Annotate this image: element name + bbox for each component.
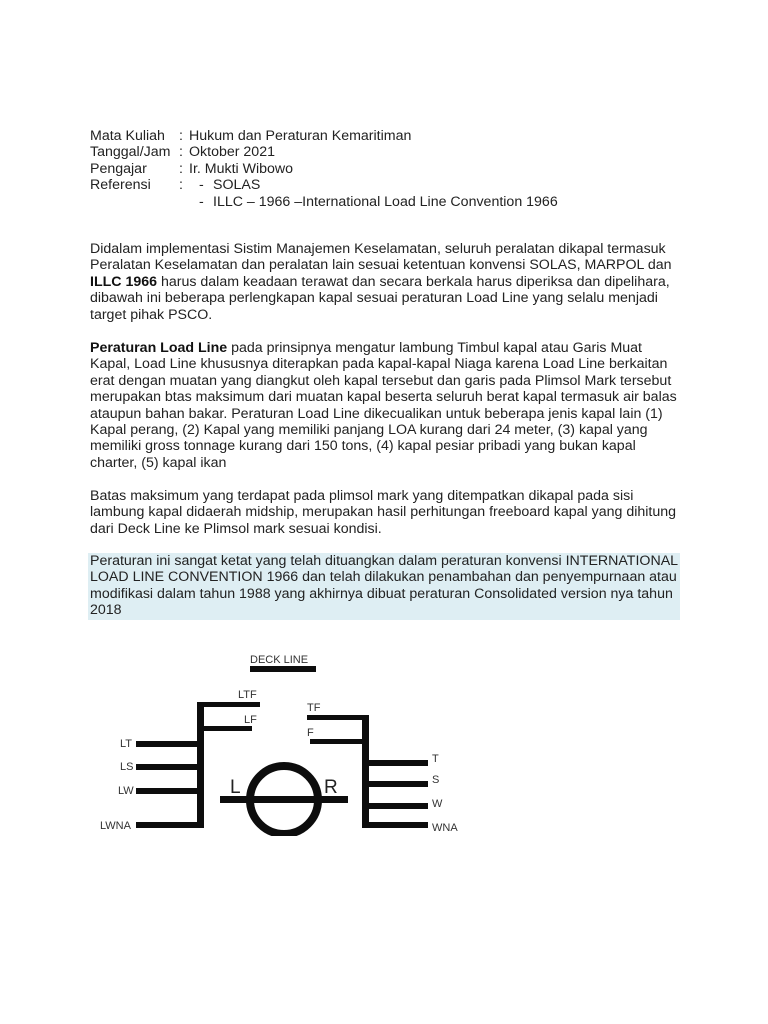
lf-bar <box>197 726 252 731</box>
course-info <box>90 128 690 210</box>
paragraph-bold: ILLC 1966 <box>90 273 158 290</box>
date-row <box>90 144 690 160</box>
lecturer-colon: : <box>179 160 183 177</box>
course-colon: : <box>179 128 183 144</box>
deck-line-bar <box>250 666 316 672</box>
course-label: Mata Kuliah <box>90 128 165 144</box>
paragraph-intro <box>90 241 685 323</box>
label-r: R <box>324 777 338 798</box>
plimsol-mark-shapes <box>136 666 428 834</box>
lw-bar <box>136 788 204 794</box>
paragraph-load-line <box>90 340 685 471</box>
t-bar <box>362 760 428 766</box>
date-colon: : <box>179 144 183 161</box>
right-vertical-bar <box>362 715 369 827</box>
label-lw: LW <box>118 785 134 797</box>
label-lt: LT <box>120 738 133 750</box>
reference-colon: : <box>179 177 183 194</box>
paragraph-text: harus dalam keadaan terawat dan secara berkala harus diperiksa dan dipelihara, dibawah ini beberapa perlengkapan kapal sesuai peraturan Load Line yang selalu menjadi target pihak PSCO. <box>90 273 670 323</box>
lecturer-label: Pengajar <box>90 160 147 177</box>
paragraph-text: pada prinsipnya mengatur lambung Timbul kapal atau Garis Muat Kapal, Load Line khususnya diterapkan pada kapal-kapal Niaga karena Load Line berkaitan erat dengan muatan yang diangkut oleh kapal tersebut dan garis pada Plimsol Mark tersebut merupakan btas maksimum dari muatan kapal beserta seluruh berat kapal termasuk air balas ataupun bahan bakar. Peraturan Load Line dikecualikan untuk beberapa jenis kapal lain (1) Kapal perang, (2) Kapal yang memiliki panjang LOA kurang dari 24 meter, (3) kapal yang memiliki gross tonnage kurang dari 150 tons, (4) kapal pesiar pribadi yang bukan kapal charter, (5) kapal ikan <box>90 340 677 471</box>
label-deck-line: DECK LINE <box>250 654 309 666</box>
reference-row-2 <box>90 194 690 210</box>
paragraph-bold: Peraturan Load Line <box>90 340 228 356</box>
date-value: Oktober 2021 <box>189 144 275 161</box>
paragraph-plimsol: Batas maksimum yang terdapat pada plimsol mark yang ditempatkan dikapal pada sisi lambung kapal didaerah midship, merupakan hasil perhitungan freeboard kapal yang dihitung dari Deck Line ke Plimsol mark sesuai kondisi. <box>90 488 677 537</box>
wna-bar <box>362 822 428 828</box>
label-f: F <box>307 727 314 739</box>
ltf-bar <box>197 702 260 707</box>
reference-bullet: - <box>199 193 204 210</box>
s-bar <box>362 781 428 787</box>
label-lwna: LWNA <box>100 820 131 832</box>
label-ls: LS <box>120 761 134 773</box>
label-w: W <box>432 798 443 810</box>
lt-bar <box>136 741 204 747</box>
label-ltf: LTF <box>238 689 257 701</box>
label-lf: LF <box>244 714 257 726</box>
label-t: T <box>432 753 439 765</box>
paragraph-highlight: Peraturan ini sangat ketat yang telah dituangkan dalam peraturan konvensi INTERNATIONAL LOAD LINE CONVENTION 1966 dan telah dilakukan penambahan dan penyempurnaan atau modifikasi dalam tahun 1988 yang akhirnya dibuat peraturan Consolidated version nya tahun 2018 <box>90 553 679 619</box>
reference-bullet: - <box>199 177 204 194</box>
plimsol-mark-diagram <box>96 650 468 836</box>
course-row <box>90 128 690 144</box>
reference-label: Referensi <box>90 177 151 194</box>
w-bar <box>362 803 428 809</box>
lwna-bar <box>136 822 204 828</box>
lecturer-value: Ir. Mukti Wibowo <box>189 160 294 177</box>
reference-item: SOLAS <box>213 177 261 194</box>
paragraph-text: Didalam implementasi Sistim Manajemen Keselamatan, seluruh peralatan dikapal termasuk Peralatan Keselamatan dan peralatan lain sesuai ketentuan konvensi SOLAS, MARPOL dan <box>90 241 672 274</box>
ls-bar <box>136 764 204 770</box>
label-l: L <box>230 777 241 798</box>
reference-item: ILLC – 1966 –International Load Line Convention 1966 <box>213 193 558 210</box>
f-bar <box>310 739 369 744</box>
tf-bar <box>307 715 369 720</box>
course-value: Hukum dan Peraturan Kemaritiman <box>189 128 412 144</box>
lecturer-row <box>90 161 690 177</box>
label-wna: WNA <box>432 822 458 834</box>
label-tf: TF <box>307 702 321 714</box>
reference-row <box>90 177 690 193</box>
label-s: S <box>432 774 440 786</box>
date-label: Tanggal/Jam <box>90 144 171 161</box>
